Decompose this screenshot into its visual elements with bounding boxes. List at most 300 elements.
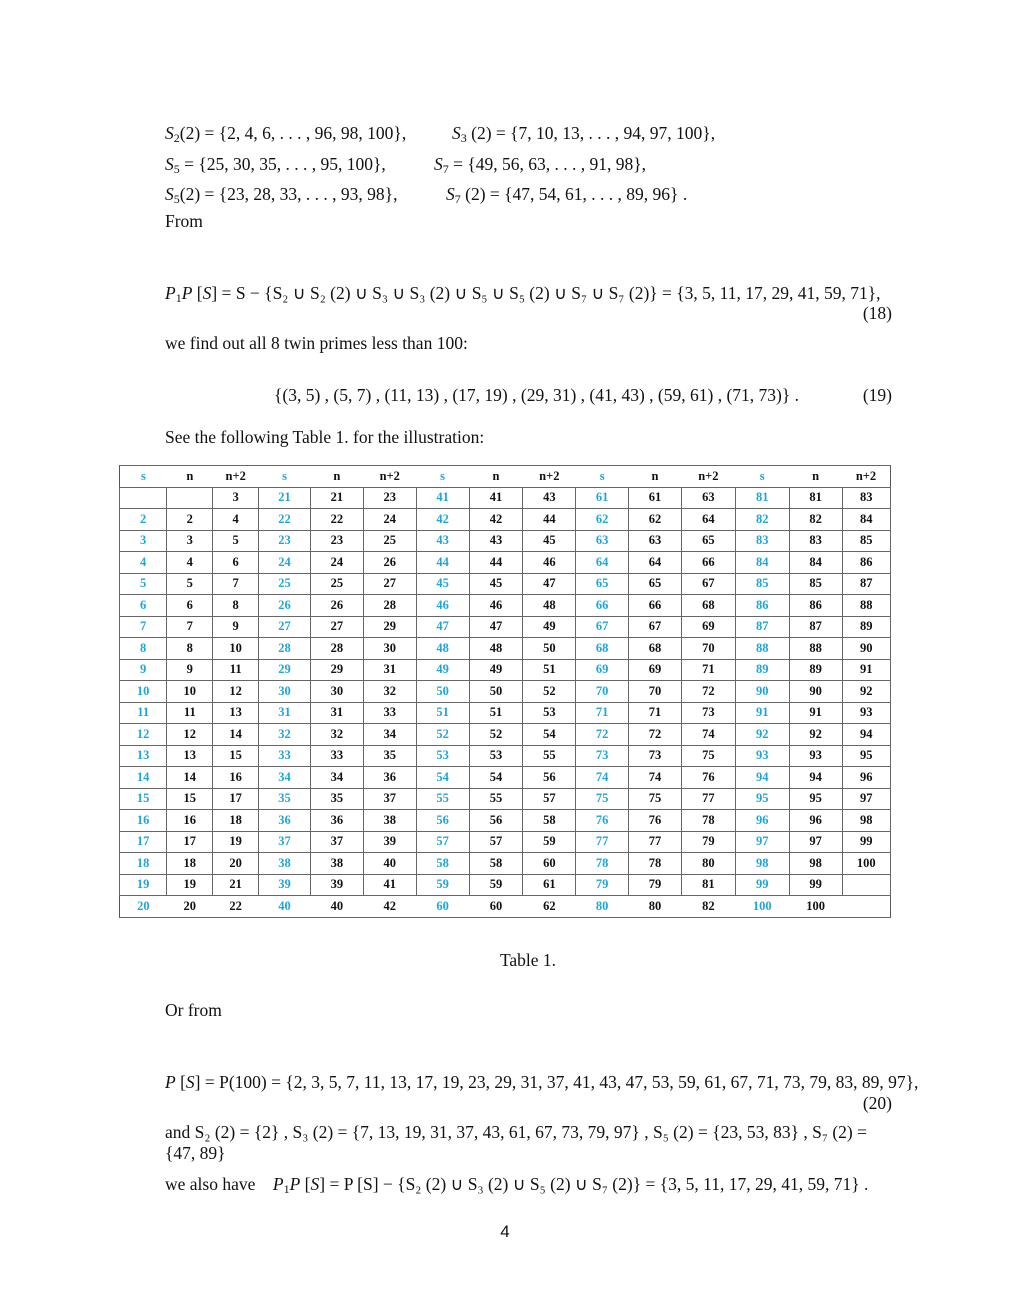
n-plus-2-cell: 64 xyxy=(681,509,735,531)
s-cell: 35 xyxy=(259,788,311,810)
n-plus-2-cell: 16 xyxy=(213,767,259,789)
s-cell: 5 xyxy=(120,573,167,595)
s-cell: 73 xyxy=(576,745,629,767)
s-cell: 33 xyxy=(259,745,311,767)
s-cell: 32 xyxy=(259,724,311,746)
n-plus-2-cell: 76 xyxy=(681,767,735,789)
n-cell: 94 xyxy=(789,767,842,789)
twin-primes-intro: we find out all 8 twin primes less than 100: xyxy=(165,333,468,353)
n-plus-2-cell: 7 xyxy=(213,573,259,595)
n-plus-2-cell: 74 xyxy=(681,724,735,746)
n-plus-2-cell: 69 xyxy=(681,616,735,638)
n-cell: 59 xyxy=(469,874,523,896)
table-row xyxy=(120,724,891,746)
s-cell: 92 xyxy=(735,724,789,746)
n-plus-2-cell: 96 xyxy=(842,767,890,789)
s-cell: 39 xyxy=(259,874,311,896)
s-cell: 27 xyxy=(259,616,311,638)
s-cell: 14 xyxy=(120,767,167,789)
n-plus-2-cell: 6 xyxy=(213,552,259,574)
n-cell: 20 xyxy=(167,896,213,918)
n-cell: 92 xyxy=(789,724,842,746)
n-cell: 41 xyxy=(469,487,523,509)
n-cell: 29 xyxy=(310,659,363,681)
s-cell: 38 xyxy=(259,853,311,875)
or-from-text: Or from xyxy=(165,1000,222,1020)
s-cell: 12 xyxy=(120,724,167,746)
n-cell: 10 xyxy=(167,681,213,703)
n-plus-2-cell: 77 xyxy=(681,788,735,810)
s-cell: 90 xyxy=(735,681,789,703)
n-plus-2-cell: 10 xyxy=(213,638,259,660)
column-header: n+2 xyxy=(213,466,259,488)
n-cell: 51 xyxy=(469,702,523,724)
s-cell: 22 xyxy=(259,509,311,531)
n-plus-2-cell: 3 xyxy=(213,487,259,509)
n-plus-2-cell: 94 xyxy=(842,724,890,746)
s-cell: 24 xyxy=(259,552,311,574)
n-plus-2-cell: 68 xyxy=(681,595,735,617)
table-row xyxy=(120,853,891,875)
column-header: s xyxy=(735,466,789,488)
s-cell: 78 xyxy=(576,853,629,875)
n-cell: 89 xyxy=(789,659,842,681)
column-header: n+2 xyxy=(523,466,576,488)
n-cell: 55 xyxy=(469,788,523,810)
n-plus-2-cell: 55 xyxy=(523,745,576,767)
column-header: s xyxy=(416,466,469,488)
s-cell: 16 xyxy=(120,810,167,832)
n-plus-2-cell: 71 xyxy=(681,659,735,681)
s-cell: 47 xyxy=(416,616,469,638)
table-row xyxy=(120,831,891,853)
n-cell: 45 xyxy=(469,573,523,595)
n-plus-2-cell: 32 xyxy=(363,681,416,703)
s-cell: 62 xyxy=(576,509,629,531)
n-plus-2-cell: 53 xyxy=(523,702,576,724)
column-header: n+2 xyxy=(842,466,890,488)
n-cell: 31 xyxy=(310,702,363,724)
s-cell: 2 xyxy=(120,509,167,531)
n-cell: 72 xyxy=(629,724,682,746)
n-plus-2-cell: 20 xyxy=(213,853,259,875)
equation-number-18: (18) xyxy=(862,303,892,323)
n-plus-2-cell: 72 xyxy=(681,681,735,703)
n-cell: 43 xyxy=(469,530,523,552)
set-s7-2: $S_7$ (2) = {47, 54, 61, . . . , 89, 96} . xyxy=(446,184,688,206)
n-cell: 13 xyxy=(167,745,213,767)
s-cell: 95 xyxy=(735,788,789,810)
equation-number-20: (20) xyxy=(862,1093,892,1113)
n-plus-2-cell: 12 xyxy=(213,681,259,703)
n-cell: 40 xyxy=(310,896,363,918)
s-cell: 59 xyxy=(416,874,469,896)
n-plus-2-cell: 100 xyxy=(842,853,890,875)
n-plus-2-cell: 95 xyxy=(842,745,890,767)
n-plus-2-cell: 66 xyxy=(681,552,735,574)
n-plus-2-cell: 18 xyxy=(213,810,259,832)
n-cell: 77 xyxy=(629,831,682,853)
s-cell: 98 xyxy=(735,853,789,875)
n-plus-2-cell: 61 xyxy=(523,874,576,896)
s-cell: 10 xyxy=(120,681,167,703)
n-cell: 71 xyxy=(629,702,682,724)
n-plus-2-cell: 14 xyxy=(213,724,259,746)
n-cell: 60 xyxy=(469,896,523,918)
n-cell: 42 xyxy=(469,509,523,531)
table-row xyxy=(120,702,891,724)
n-plus-2-cell: 82 xyxy=(681,896,735,918)
n-plus-2-cell: 51 xyxy=(523,659,576,681)
n-plus-2-cell: 30 xyxy=(363,638,416,660)
equation-18: $P_1P$ [S] = S − {S₂ ∪ S₂ (2) ∪ S₃ ∪ S₃ (2) ∪ S₅ ∪ S₅ (2) ∪ S₇ ∪ S₇ (2)} = {3, 5, 11, 17, 29, 41, 59, 71}, xyxy=(165,283,881,305)
s-cell: 18 xyxy=(120,853,167,875)
n-cell: 63 xyxy=(629,530,682,552)
n-cell: 17 xyxy=(167,831,213,853)
n-plus-2-cell: 91 xyxy=(842,659,890,681)
n-cell: 53 xyxy=(469,745,523,767)
n-plus-2-cell: 9 xyxy=(213,616,259,638)
n-cell: 26 xyxy=(310,595,363,617)
n-plus-2-cell: 34 xyxy=(363,724,416,746)
table-row xyxy=(120,530,891,552)
n-plus-2-cell: 75 xyxy=(681,745,735,767)
n-plus-2-cell: 86 xyxy=(842,552,890,574)
n-cell: 3 xyxy=(167,530,213,552)
n-plus-2-cell: 80 xyxy=(681,853,735,875)
n-plus-2-cell: 39 xyxy=(363,831,416,853)
s-cell: 81 xyxy=(735,487,789,509)
n-cell: 33 xyxy=(310,745,363,767)
n-plus-2-cell: 52 xyxy=(523,681,576,703)
column-header: n xyxy=(469,466,523,488)
s-cell: 28 xyxy=(259,638,311,660)
s-cell: 37 xyxy=(259,831,311,853)
n-cell: 64 xyxy=(629,552,682,574)
n-cell: 66 xyxy=(629,595,682,617)
n-plus-2-cell: 47 xyxy=(523,573,576,595)
n-plus-2-cell: 46 xyxy=(523,552,576,574)
s-cell: 31 xyxy=(259,702,311,724)
n-plus-2-cell: 22 xyxy=(213,896,259,918)
s-cell: 88 xyxy=(735,638,789,660)
n-plus-2-cell: 11 xyxy=(213,659,259,681)
n-plus-2-cell: 83 xyxy=(842,487,890,509)
n-cell: 75 xyxy=(629,788,682,810)
s-cell: 87 xyxy=(735,616,789,638)
n-cell: 39 xyxy=(310,874,363,896)
s-cell: 79 xyxy=(576,874,629,896)
n-plus-2-cell: 13 xyxy=(213,702,259,724)
s-cell: 3 xyxy=(120,530,167,552)
s-cell: 71 xyxy=(576,702,629,724)
s-cell: 48 xyxy=(416,638,469,660)
s-cell: 94 xyxy=(735,767,789,789)
n-cell: 58 xyxy=(469,853,523,875)
n-cell: 14 xyxy=(167,767,213,789)
residue-sets-line-2: {47, 89} xyxy=(165,1143,226,1163)
s-cell: 60 xyxy=(416,896,469,918)
n-cell: 67 xyxy=(629,616,682,638)
s-cell: 57 xyxy=(416,831,469,853)
s-cell: 30 xyxy=(259,681,311,703)
n-cell: 88 xyxy=(789,638,842,660)
table-row xyxy=(120,896,891,918)
n-cell: 50 xyxy=(469,681,523,703)
table-header-row xyxy=(120,466,891,488)
n-cell: 95 xyxy=(789,788,842,810)
n-plus-2-cell: 8 xyxy=(213,595,259,617)
s-cell: 53 xyxy=(416,745,469,767)
n-cell: 35 xyxy=(310,788,363,810)
n-cell: 99 xyxy=(789,874,842,896)
n-plus-2-cell: 44 xyxy=(523,509,576,531)
n-cell: 84 xyxy=(789,552,842,574)
table-row xyxy=(120,745,891,767)
table-row xyxy=(120,509,891,531)
table-row xyxy=(120,487,891,509)
s-cell xyxy=(120,487,167,509)
n-cell: 90 xyxy=(789,681,842,703)
s-cell: 97 xyxy=(735,831,789,853)
s-cell: 74 xyxy=(576,767,629,789)
s-cell: 9 xyxy=(120,659,167,681)
n-plus-2-cell: 58 xyxy=(523,810,576,832)
n-cell: 54 xyxy=(469,767,523,789)
s-cell: 54 xyxy=(416,767,469,789)
n-cell: 80 xyxy=(629,896,682,918)
n-plus-2-cell: 85 xyxy=(842,530,890,552)
s-cell: 19 xyxy=(120,874,167,896)
s-cell: 96 xyxy=(735,810,789,832)
s-cell: 70 xyxy=(576,681,629,703)
n-cell: 70 xyxy=(629,681,682,703)
s-cell: 11 xyxy=(120,702,167,724)
n-cell: 100 xyxy=(789,896,842,918)
equation-19: {(3, 5) , (5, 7) , (11, 13) , (17, 19) , (29, 31) , (41, 43) , (59, 61) , (71, 73)} . xyxy=(274,385,800,405)
n-cell: 68 xyxy=(629,638,682,660)
s-cell: 8 xyxy=(120,638,167,660)
n-cell: 24 xyxy=(310,552,363,574)
n-plus-2-cell: 5 xyxy=(213,530,259,552)
n-plus-2-cell: 23 xyxy=(363,487,416,509)
s-cell: 77 xyxy=(576,831,629,853)
n-cell: 8 xyxy=(167,638,213,660)
n-cell: 83 xyxy=(789,530,842,552)
n-cell: 15 xyxy=(167,788,213,810)
n-plus-2-cell: 98 xyxy=(842,810,890,832)
n-cell: 5 xyxy=(167,573,213,595)
column-header: s xyxy=(259,466,311,488)
s-cell: 7 xyxy=(120,616,167,638)
n-plus-2-cell: 35 xyxy=(363,745,416,767)
table-row xyxy=(120,767,891,789)
s-cell: 23 xyxy=(259,530,311,552)
n-plus-2-cell: 43 xyxy=(523,487,576,509)
n-plus-2-cell: 78 xyxy=(681,810,735,832)
n-plus-2-cell: 59 xyxy=(523,831,576,853)
n-plus-2-cell: 24 xyxy=(363,509,416,531)
s-cell: 93 xyxy=(735,745,789,767)
s-cell: 58 xyxy=(416,853,469,875)
n-plus-2-cell: 73 xyxy=(681,702,735,724)
set-s7: $S_7 = \{49$, 56, 63, . . . , 91, 98}, xyxy=(434,154,647,176)
column-header: n+2 xyxy=(363,466,416,488)
n-cell: 4 xyxy=(167,552,213,574)
s-cell: 6 xyxy=(120,595,167,617)
n-plus-2-cell: 81 xyxy=(681,874,735,896)
n-cell: 85 xyxy=(789,573,842,595)
n-cell: 19 xyxy=(167,874,213,896)
n-plus-2-cell: 45 xyxy=(523,530,576,552)
column-header: n xyxy=(789,466,842,488)
n-cell: 7 xyxy=(167,616,213,638)
s-cell: 82 xyxy=(735,509,789,531)
s-cell: 67 xyxy=(576,616,629,638)
n-cell: 49 xyxy=(469,659,523,681)
residue-sets-line: and S₂ (2) = {2} , S₃ (2) = {7, 13, 19, 31, 37, 43, 61, 67, 73, 79, 97} , S₅ (2) = {23, 53, 83} , S₇ (2) = xyxy=(165,1122,867,1142)
n-cell: 78 xyxy=(629,853,682,875)
s-cell: 20 xyxy=(120,896,167,918)
s-cell: 41 xyxy=(416,487,469,509)
n-cell: 11 xyxy=(167,702,213,724)
n-plus-2-cell: 29 xyxy=(363,616,416,638)
n-cell: 91 xyxy=(789,702,842,724)
s-cell: 80 xyxy=(576,896,629,918)
n-plus-2-cell: 49 xyxy=(523,616,576,638)
n-cell: 93 xyxy=(789,745,842,767)
n-cell: 30 xyxy=(310,681,363,703)
s-cell: 76 xyxy=(576,810,629,832)
n-cell: 34 xyxy=(310,767,363,789)
n-plus-2-cell: 93 xyxy=(842,702,890,724)
n-plus-2-cell: 50 xyxy=(523,638,576,660)
s-cell: 13 xyxy=(120,745,167,767)
n-plus-2-cell: 99 xyxy=(842,831,890,853)
s-cell: 46 xyxy=(416,595,469,617)
n-cell: 22 xyxy=(310,509,363,531)
n-cell: 65 xyxy=(629,573,682,595)
n-cell: 96 xyxy=(789,810,842,832)
n-plus-2-cell: 70 xyxy=(681,638,735,660)
s-cell: 69 xyxy=(576,659,629,681)
n-cell: 23 xyxy=(310,530,363,552)
n-cell: 97 xyxy=(789,831,842,853)
n-cell: 79 xyxy=(629,874,682,896)
s-cell: 36 xyxy=(259,810,311,832)
n-plus-2-cell: 21 xyxy=(213,874,259,896)
n-cell: 82 xyxy=(789,509,842,531)
n-cell: 76 xyxy=(629,810,682,832)
n-plus-2-cell: 84 xyxy=(842,509,890,531)
n-plus-2-cell: 41 xyxy=(363,874,416,896)
equation-number-19: (19) xyxy=(862,385,892,405)
s-cell: 49 xyxy=(416,659,469,681)
n-plus-2-cell: 42 xyxy=(363,896,416,918)
set-s2-2: $S_2(2) = \{2$, 4, 6, . . . , 96, 98, 100}, xyxy=(165,123,407,145)
n-cell: 32 xyxy=(310,724,363,746)
table-row xyxy=(120,681,891,703)
s-cell: 55 xyxy=(416,788,469,810)
n-cell: 74 xyxy=(629,767,682,789)
table-row xyxy=(120,552,891,574)
n-plus-2-cell: 33 xyxy=(363,702,416,724)
n-plus-2-cell: 92 xyxy=(842,681,890,703)
s-cell: 86 xyxy=(735,595,789,617)
s-cell: 21 xyxy=(259,487,311,509)
s-cell: 85 xyxy=(735,573,789,595)
s-cell: 100 xyxy=(735,896,789,918)
n-cell: 28 xyxy=(310,638,363,660)
twin-prime-table xyxy=(119,465,891,918)
n-plus-2-cell xyxy=(842,874,890,896)
n-plus-2-cell: 15 xyxy=(213,745,259,767)
n-cell: 48 xyxy=(469,638,523,660)
set-s3-2: $S_3$ (2) = {7, 10, 13, . . . , 94, 97, 100}, xyxy=(452,123,716,145)
n-plus-2-cell: 36 xyxy=(363,767,416,789)
table-caption: Table 1. xyxy=(499,950,557,970)
n-plus-2-cell: 19 xyxy=(213,831,259,853)
s-cell: 63 xyxy=(576,530,629,552)
n-cell: 27 xyxy=(310,616,363,638)
n-cell: 16 xyxy=(167,810,213,832)
s-cell: 91 xyxy=(735,702,789,724)
n-plus-2-cell: 60 xyxy=(523,853,576,875)
n-plus-2-cell: 65 xyxy=(681,530,735,552)
s-cell: 50 xyxy=(416,681,469,703)
s-cell: 89 xyxy=(735,659,789,681)
table-row xyxy=(120,595,891,617)
n-cell: 86 xyxy=(789,595,842,617)
n-cell: 61 xyxy=(629,487,682,509)
n-cell: 9 xyxy=(167,659,213,681)
s-cell: 83 xyxy=(735,530,789,552)
s-cell: 65 xyxy=(576,573,629,595)
column-header: n+2 xyxy=(681,466,735,488)
s-cell: 34 xyxy=(259,767,311,789)
n-plus-2-cell: 4 xyxy=(213,509,259,531)
table-row xyxy=(120,874,891,896)
n-cell: 36 xyxy=(310,810,363,832)
n-cell: 98 xyxy=(789,853,842,875)
s-cell: 26 xyxy=(259,595,311,617)
page-number: 4 xyxy=(500,1222,510,1241)
n-plus-2-cell: 27 xyxy=(363,573,416,595)
s-cell: 66 xyxy=(576,595,629,617)
n-plus-2-cell: 88 xyxy=(842,595,890,617)
column-header: s xyxy=(576,466,629,488)
table-row xyxy=(120,616,891,638)
n-cell: 62 xyxy=(629,509,682,531)
s-cell: 51 xyxy=(416,702,469,724)
n-plus-2-cell: 28 xyxy=(363,595,416,617)
see-table-text: See the following Table 1. for the illustration: xyxy=(165,427,485,447)
s-cell: 52 xyxy=(416,724,469,746)
n-plus-2-cell: 63 xyxy=(681,487,735,509)
table-row xyxy=(120,638,891,660)
n-cell: 87 xyxy=(789,616,842,638)
n-cell: 47 xyxy=(469,616,523,638)
s-cell: 84 xyxy=(735,552,789,574)
column-header: n xyxy=(310,466,363,488)
n-cell: 52 xyxy=(469,724,523,746)
n-cell: 73 xyxy=(629,745,682,767)
s-cell: 29 xyxy=(259,659,311,681)
s-cell: 4 xyxy=(120,552,167,574)
n-plus-2-cell: 40 xyxy=(363,853,416,875)
s-cell: 44 xyxy=(416,552,469,574)
n-cell: 69 xyxy=(629,659,682,681)
